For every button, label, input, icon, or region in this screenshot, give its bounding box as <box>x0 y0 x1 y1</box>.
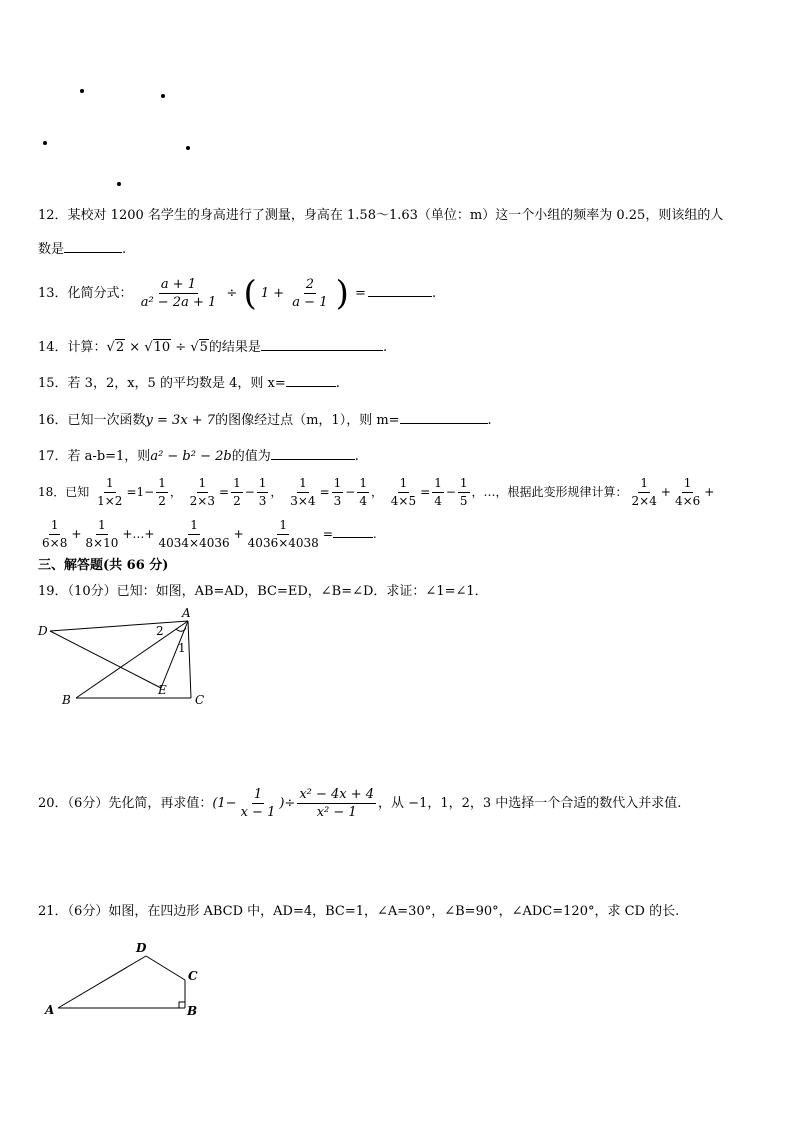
question-14 <box>38 338 387 356</box>
question-17 <box>38 447 359 465</box>
numerator: 1 <box>458 476 470 493</box>
denominator: 4 <box>434 494 442 508</box>
q20-label: 20．（6分）先化简，再求值： <box>38 796 213 811</box>
denominator: 3 <box>258 494 267 508</box>
question-15 <box>38 374 340 392</box>
equals-sign: = <box>322 527 333 541</box>
segment-AB <box>76 621 188 698</box>
numerator: 1 <box>638 476 650 493</box>
segment-AC <box>188 621 191 698</box>
numerator: 1 <box>96 518 108 535</box>
dot-1 <box>80 89 84 93</box>
question-20 <box>38 784 681 824</box>
fraction <box>389 476 418 509</box>
numerator: 1 <box>231 476 243 493</box>
denominator: a² − 2a + 1 <box>140 295 217 310</box>
question-21 <box>38 904 679 920</box>
expr-term: (1− <box>212 796 237 811</box>
fraction <box>239 787 278 820</box>
ellipsis: +…+ <box>122 527 155 541</box>
numerator: 1 <box>297 476 309 493</box>
fraction <box>288 476 317 509</box>
denominator: 4 <box>359 494 367 508</box>
question-13 <box>38 274 436 314</box>
denominator: 5 <box>459 494 468 508</box>
fraction <box>630 476 659 509</box>
q19-figure <box>36 608 216 708</box>
numerator: 1 <box>332 476 344 493</box>
denominator: 4034×4036 <box>158 536 230 550</box>
expr-term: 1 + <box>260 286 285 301</box>
section-heading <box>38 558 168 574</box>
segment-DE <box>50 631 161 688</box>
denominator: 4036×4038 <box>247 536 319 550</box>
times-sign: × <box>129 340 141 355</box>
denominator: 3 <box>333 494 342 508</box>
denominator: 2 <box>158 494 166 508</box>
numerator: 1 <box>357 476 369 493</box>
period: . <box>372 527 377 541</box>
numerator: 1 <box>49 518 61 535</box>
q16-suffix: 的图像经过点（m，1），则 m= <box>215 413 400 428</box>
term: 1 <box>136 485 145 499</box>
label-D: D <box>38 624 48 638</box>
fraction <box>332 476 344 509</box>
denominator: 2 <box>233 494 241 508</box>
function-expr: y = 3x + 7 <box>145 413 216 428</box>
period: . <box>487 413 492 428</box>
q14-label: 14．计算： <box>38 340 107 355</box>
label-E: E <box>158 683 167 697</box>
right-paren: ) <box>335 273 349 314</box>
fraction <box>246 518 321 551</box>
math-expr: a² − b² − 2b <box>150 449 232 464</box>
segment-DC <box>146 956 185 980</box>
q17-suffix: 的值为 <box>231 449 271 464</box>
fraction <box>458 476 470 509</box>
numerator: 1 <box>257 476 269 493</box>
dot-2 <box>161 94 165 98</box>
denominator: 6×8 <box>42 536 68 550</box>
question-18-cont: $\frac{1}{6\times 8}$ + $\frac{1}{8\times 10}$ +…+ $\frac{1}{4034\times 4036}$ + $\frac{1}{4036\times 4038}$ = . <box>42 518 377 550</box>
radicand: 2 <box>115 340 125 355</box>
answer-blank[interactable] <box>64 240 122 253</box>
period: . <box>431 286 437 301</box>
period: . <box>122 242 127 257</box>
q21-figure <box>38 938 218 1024</box>
question-18: 18．已知 $\frac{1}{1\times 2}$ =1− $\frac{1}{2}$ ， $\frac{1}{2\times 3}$ = $\frac{1}{2}$ − $\frac{1}{3}$ ， $\frac{1}{3\times 4}$ = $\frac{1}{3}$ − $\frac{1}{4}$ ， $\frac{1}{4\times 5}$ = $\frac{1}{4}$ − $\frac{1}{5}$ ，…，根据此变形规律计算： $\frac{1}{2\times 4}$ + $\frac{1}{4\times 6}$ + <box>38 476 715 508</box>
label-B: B <box>62 693 71 707</box>
denominator: 2×3 <box>189 494 215 508</box>
fraction <box>40 518 69 551</box>
left-paren: ( <box>243 273 257 314</box>
label-1: 1 <box>178 641 186 655</box>
question-16 <box>38 411 492 429</box>
numerator: 1 <box>682 476 694 493</box>
period: . <box>354 449 359 464</box>
denominator: 8×10 <box>85 536 119 550</box>
question-12-cont <box>38 240 126 258</box>
segment-AD <box>58 956 146 1008</box>
dot-5 <box>117 182 121 186</box>
period: . <box>382 340 388 355</box>
q18-mid: ，…，根据此变形规律计算： <box>471 485 628 499</box>
q12-text: 12．某校对 1200 名学生的身高进行了测量，身高在 1.58～1.63（单位：m）这一个小组的频率为 0.25，则该组的人 <box>38 208 724 223</box>
fraction <box>357 476 369 509</box>
sqrt-expr: √2 <box>106 340 125 355</box>
expr-term: )÷ <box>279 796 296 811</box>
question-12 <box>38 208 723 224</box>
fraction <box>432 476 444 509</box>
q17-prefix: 17．若 a-b=1，则 <box>38 449 151 464</box>
numerator: x² − 4x + 4 <box>299 787 375 802</box>
numerator: 1 <box>188 518 200 535</box>
answer-blank[interactable] <box>333 525 373 538</box>
fraction <box>673 476 702 509</box>
numerator: 1 <box>197 476 209 493</box>
question-19 <box>38 584 488 600</box>
numerator: 1 <box>432 476 444 493</box>
fraction <box>188 476 217 509</box>
q16-prefix: 16．已知一次函数 <box>38 413 146 428</box>
fraction <box>139 277 219 310</box>
label-A: A <box>182 608 191 620</box>
label-B: B <box>187 1004 198 1018</box>
answer-blank[interactable] <box>400 411 488 424</box>
fraction <box>257 476 269 509</box>
denominator: x² − 1 <box>316 805 357 820</box>
radicand: 5 <box>199 340 208 355</box>
answer-blank[interactable] <box>286 374 336 387</box>
answer-blank[interactable] <box>271 447 355 460</box>
segment-DA <box>50 621 188 631</box>
sqrt-expr: √10 <box>144 340 171 355</box>
fraction <box>95 476 124 509</box>
sqrt-expr: √5 <box>190 340 208 355</box>
q13-label: 13．化简分式： <box>38 286 133 301</box>
numerator: 1 <box>398 476 410 493</box>
divide-sign: ÷ <box>175 340 187 355</box>
q14-suffix: 的结果是 <box>208 340 261 355</box>
numerator: a + 1 <box>160 277 197 292</box>
denominator: x − 1 <box>240 805 276 820</box>
fraction <box>156 518 231 551</box>
q21-text: 21．（6分）如图，在四边形 ABCD 中，AD=4，BC=1，∠A=30°，∠B=90°，∠ADC=120°，求 CD 的长. <box>38 904 680 919</box>
label-C: C <box>188 969 198 983</box>
denominator: 2×4 <box>631 494 657 508</box>
q19-text: 19．（10分）已知：如图，AB=AD，BC=ED，∠B=∠D．求证：∠1=∠1． <box>38 584 488 599</box>
right-angle-mark <box>179 1002 185 1008</box>
denominator: a − 1 <box>292 295 328 310</box>
numerator: 1 <box>156 476 168 493</box>
dot-3 <box>43 141 47 145</box>
numerator: 2 <box>305 277 315 292</box>
denominator: 4×6 <box>674 494 701 508</box>
numerator: 1 <box>253 787 263 802</box>
denominator: 4×5 <box>390 494 417 508</box>
radicand: 10 <box>153 340 171 355</box>
q15-text: 15．若 3，2，x，5 的平均数是 4，则 x= <box>38 376 286 391</box>
q20-suffix: ，从 −1，1，2，3 中选择一个合适的数代入并求值. <box>378 796 682 811</box>
divide-sign: ÷ <box>226 286 238 301</box>
period: . <box>335 376 340 391</box>
numerator: 1 <box>277 518 289 535</box>
q18-label: 18．已知 <box>38 485 90 499</box>
fraction <box>297 787 376 820</box>
section-title: 三、解答题(共 66 分) <box>38 558 169 573</box>
denominator: 3×4 <box>290 494 316 508</box>
label-C: C <box>195 693 205 707</box>
dot-4 <box>186 146 190 150</box>
denominator: 1×2 <box>97 494 123 508</box>
label-A: A <box>45 1003 55 1017</box>
label-D: D <box>136 941 147 955</box>
fraction <box>231 476 243 509</box>
label-2: 2 <box>156 624 164 638</box>
equals-sign: = <box>355 286 366 301</box>
fraction <box>290 277 329 310</box>
fraction <box>83 518 120 551</box>
answer-blank[interactable] <box>368 284 432 297</box>
numerator: 1 <box>104 476 116 493</box>
q12-text-b: 数是 <box>38 242 65 257</box>
answer-blank[interactable] <box>261 338 383 351</box>
fraction <box>156 476 168 509</box>
